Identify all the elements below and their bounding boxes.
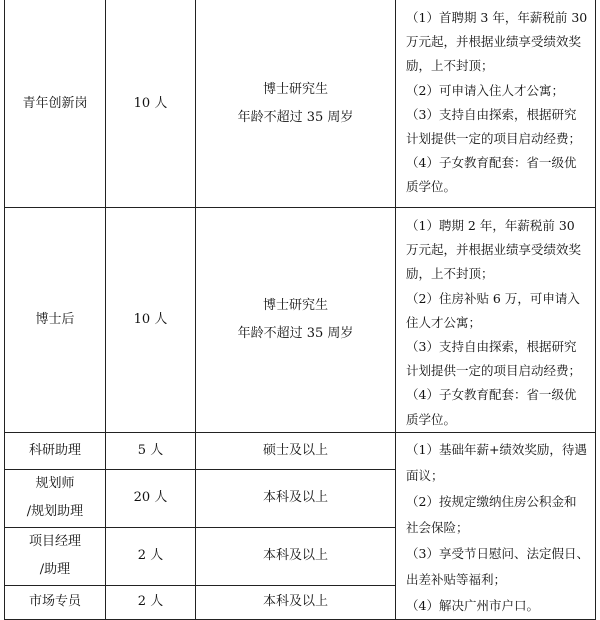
- benefit-line: （4）子女教育配套：省一级优: [406, 387, 577, 403]
- table-row: [5, 0, 596, 208]
- count-cell: 2 人: [106, 586, 196, 620]
- requirement-degree: 博士研究生: [262, 81, 328, 97]
- count-cell: 5 人: [106, 432, 196, 469]
- benefit-line: 万元起，并根据业绩享受绩效奖: [406, 34, 582, 50]
- count-cell: 2 人: [106, 527, 196, 585]
- count-cell: 20 人: [106, 469, 196, 527]
- benefit-line: （2）可申请入住人才公寓；: [406, 82, 564, 98]
- requirement-cell: [196, 208, 396, 433]
- benefit-line: 质学位。: [406, 411, 457, 427]
- benefit-line: （1）聘期 2 年，年薪税前 30: [406, 218, 575, 233]
- requirement-cell: 本科及以上: [196, 469, 396, 527]
- count-cell: 10 人: [106, 208, 196, 433]
- benefit-line: （1）首聘期 3 年，年薪税前 30: [406, 10, 588, 25]
- benefit-line: （3）支持自由探索，根据研究: [406, 339, 577, 355]
- benefit-line: 计划提供一定的项目启动经费；: [406, 363, 582, 379]
- requirement-age: 年龄不超过 35 周岁: [237, 109, 354, 125]
- position-cell: 青年创新岗: [5, 0, 106, 208]
- shared-benefits-cell: [396, 432, 596, 619]
- position-line: /助理: [39, 562, 71, 578]
- benefit-line: 面议；: [406, 467, 444, 483]
- position-cell: [5, 469, 106, 527]
- benefit-line: （1）基础年薪+绩效奖励，待遇: [406, 441, 587, 457]
- benefit-line: （3）支持自由探索，根据研究: [406, 106, 577, 122]
- position-line: 项目经理: [28, 534, 81, 550]
- requirement-cell: [196, 0, 396, 208]
- benefit-line: （3）享受节日慰问、法定假日、: [406, 545, 589, 561]
- benefit-line: 励，上不封顶；: [406, 58, 494, 74]
- table-row: [5, 432, 596, 469]
- benefit-line: 出差补贴等福利；: [406, 571, 507, 587]
- benefits-cell: [396, 0, 596, 208]
- benefits-cell: [396, 208, 596, 433]
- benefit-line: 住人才公寓；: [406, 314, 482, 330]
- benefit-line: 社会保险；: [406, 519, 469, 535]
- requirement-degree: 博士研究生: [262, 297, 328, 313]
- position-line: /规划助理: [26, 504, 84, 520]
- position-cell: 博士后: [5, 208, 106, 433]
- recruitment-table: [4, 0, 596, 620]
- count-cell: 10 人: [106, 0, 196, 208]
- benefit-line: 计划提供一定的项目启动经费；: [406, 131, 582, 147]
- benefit-line: （2）按规定缴纳住房公积金和: [406, 493, 577, 509]
- benefit-line: （4）子女教育配套：省一级优: [406, 155, 577, 171]
- benefit-line: 万元起，并根据业绩享受绩效奖: [406, 242, 582, 258]
- benefit-line: （4）解决广州市户口。: [406, 597, 539, 613]
- benefit-line: （2）住房补贴 6 万，可申请入: [406, 290, 580, 306]
- position-cell: [5, 527, 106, 585]
- requirement-cell: 本科及以上: [196, 527, 396, 585]
- requirement-cell: 硕士及以上: [196, 432, 396, 469]
- requirement-cell: 本科及以上: [196, 586, 396, 620]
- benefit-line: 励，上不封顶；: [406, 266, 494, 282]
- position-cell: 市场专员: [5, 586, 106, 620]
- requirement-age: 年龄不超过 35 周岁: [237, 325, 354, 341]
- benefit-line: 质学位。: [406, 179, 457, 195]
- table-row: [5, 208, 596, 433]
- position-cell: 科研助理: [5, 432, 106, 469]
- position-line: 规划师: [35, 476, 75, 492]
